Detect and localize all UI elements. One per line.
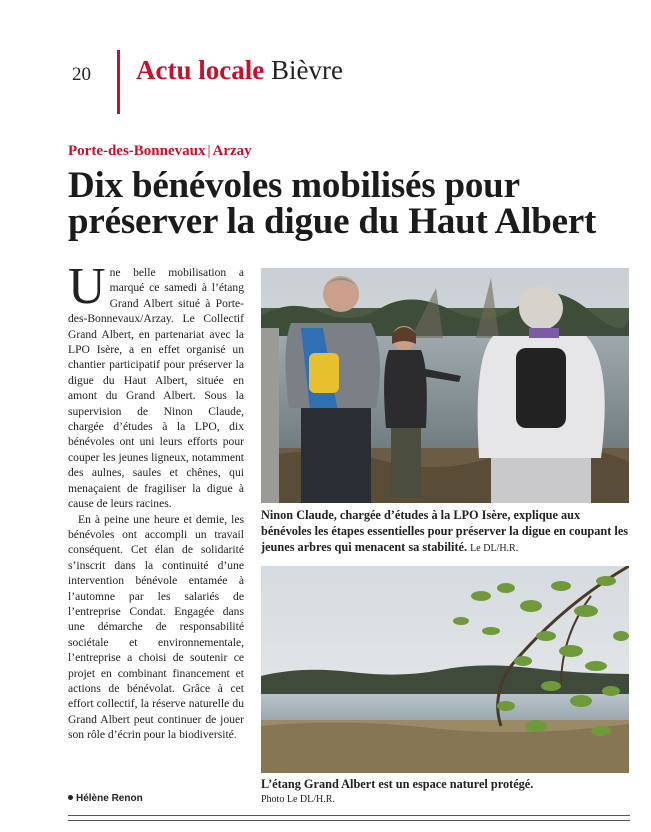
paragraph-1 — [68, 258, 244, 512]
section-title — [136, 55, 343, 86]
article-body — [68, 258, 244, 743]
caption-1-text: Ninon Claude, chargée d’études à la LPO Isère, explique aux bénévoles les étapes essentielles pour préserver la digue en coupant les jeunes arbres qui menacent sa stabilité. — [261, 508, 629, 554]
footer-rule-bottom — [68, 820, 630, 821]
kicker-separator: | — [207, 143, 211, 159]
author-name: Hélène Renon — [76, 793, 143, 804]
subsection-name: Bièvre — [270, 55, 343, 85]
photo-pond-caption — [261, 776, 633, 808]
photo-volunteers-caption — [261, 507, 633, 557]
footer-rule-top — [68, 815, 630, 816]
page-number: 20 — [72, 64, 91, 85]
paragraph-2: En à peine une heure et demie, les bénévoles ont accompli un travail conséquent. Cet élan de solidarité s’inscrit dans la continuité d’une intervention bénévole entamée à l’automne par les salariés de l’entreprise Condat. Engagée dans une démarche de responsabilité sociétale et environnementale, l’entreprise a choisi de soutenir ce projet en combinant financement et actions de bénévolat. Grâce à cet effort collectif, la réserve naturelle du Grand Albert peut continuer de jouer son rôle d’écrin pour la biodiversité. — [68, 512, 244, 742]
caption-1-credit: Le DL/H.R. — [470, 543, 519, 554]
caption-2-credit: Photo Le DL/H.R. — [261, 794, 335, 805]
page-header — [0, 0, 651, 115]
photo-pond — [261, 566, 629, 773]
kicker-location-1: Porte-des-Bonnevaux — [68, 143, 206, 159]
article-kicker — [68, 143, 252, 160]
caption-2-text: L’étang Grand Albert est un espace naturel protégé. — [261, 777, 534, 791]
section-name: Actu locale — [136, 55, 265, 85]
photo-volunteers-image — [261, 268, 629, 503]
header-divider-bar — [117, 50, 120, 114]
article-headline: Dix bénévoles mobilisés pour préserver la digue du Haut Albert — [68, 165, 597, 242]
photo-volunteers — [261, 268, 629, 503]
photo-pond-image — [261, 566, 629, 773]
author-bullet-icon — [68, 795, 73, 800]
drop-cap: U — [68, 258, 106, 315]
kicker-location-2: Arzay — [212, 143, 252, 159]
article-author — [68, 793, 143, 804]
paragraph-1-text: ne belle mobilisation a marqué ce samedi à l’étang Grand Albert situé à Porte-des-Bonnevaux/Arzay. Le Collectif Grand Albert, en partenariat avec la LPO Isère, a en effet organisé un chantier participatif pour préserver la digue du Haut Albert, située en amont du Grand Albert. Sous la supervision de Ninon Claude, chargée d’études à la LPO, dix bénévoles ont uni leurs efforts pour couper les jeunes ligneux, notamment des aulnes, saules et chênes, qui menaçaient de fragiliser la digue à cause de leurs racines. — [68, 266, 244, 511]
